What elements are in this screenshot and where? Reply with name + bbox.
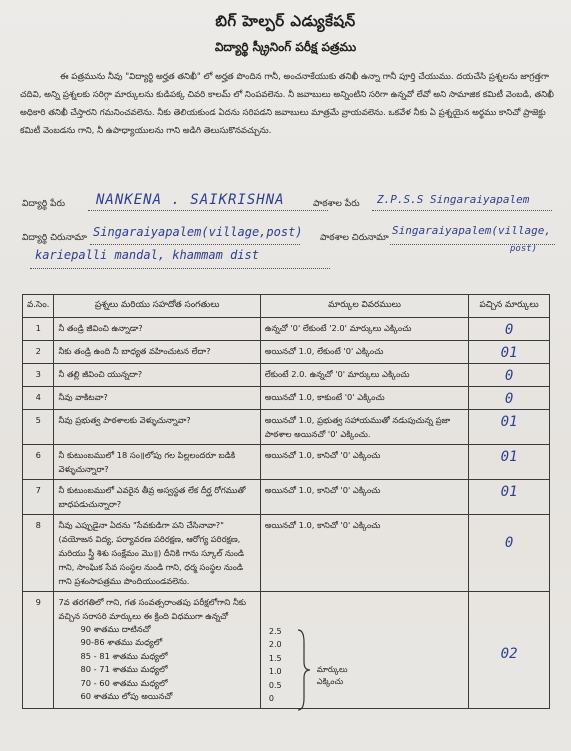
row-marks-rule: లేకుంటే 2.0. ఉన్నచో '0' మార్కులు ఎక్కించు <box>260 364 468 387</box>
mark-scale <box>269 625 295 705</box>
row-score: 0 <box>504 368 514 384</box>
row-number: 8 <box>23 515 54 592</box>
row-number: 4 <box>23 387 54 410</box>
school-name-label: పాఠశాల పేరు <box>313 199 360 209</box>
table-row <box>23 318 550 341</box>
row-question: నీవు వాకిటవా? <box>54 387 260 410</box>
table-row <box>23 480 550 515</box>
mark-scale-label-line1: మార్కులు <box>316 665 348 674</box>
row-score-cell[interactable] <box>469 387 550 410</box>
mark-scale-label <box>317 664 348 688</box>
grade-range-item: 90-86 శాతము మధ్యలో <box>80 637 163 648</box>
student-name-line <box>88 210 328 211</box>
grade-range-item: 85 - 81 శాతము మధ్యలో <box>80 650 168 661</box>
grade-ranges <box>58 623 255 703</box>
mark-scale-value: 1.0 <box>268 667 282 677</box>
table-row <box>23 445 550 480</box>
student-address-label: విద్యార్థి చిరునామా <box>22 233 87 243</box>
row-question: నీ కుటుంబములో 18 సం॥లోపు గల పిల్లలందరూ బడికి వెళ్ళుచున్నారా? <box>54 445 260 480</box>
row-score: 01 <box>500 449 518 465</box>
row-score: 02 <box>500 646 518 662</box>
row-marks-rule: అయినచో 1.0, కానిచో '0' ఎక్కించు <box>260 445 468 480</box>
row-question-text: 7వ తరగతిలో గాని, గత సంవత్సరాంతపు పరీక్షలోగాని నీకు వచ్చిన సరాసరి మార్కులు ఈ క్రింది విధముగా ఉన్నచో <box>58 597 246 621</box>
row-score: 0 <box>504 391 514 407</box>
mark-scale-value: 0 <box>268 694 274 704</box>
grade-range-item: 80 - 71 శాతము మధ్యలో <box>80 664 168 675</box>
col-header-no: వ.సెం. <box>23 295 54 318</box>
mark-scale-value: 1.5 <box>268 653 282 663</box>
table-header-row <box>23 295 550 318</box>
row-score-cell[interactable] <box>469 480 550 515</box>
col-header-marks-obtained: పచ్చిన మార్కులు <box>469 295 550 318</box>
mark-scale-value: 0.5 <box>268 680 282 690</box>
mark-scale-value: 2.0 <box>268 640 282 650</box>
row-score: 01 <box>500 414 518 430</box>
row-score-cell[interactable] <box>469 592 550 709</box>
mark-scale-label-line2: ఎక్కించు <box>316 677 344 686</box>
row-score-cell[interactable] <box>469 341 550 364</box>
row-score-cell[interactable] <box>469 318 550 341</box>
row-number: 7 <box>23 480 54 515</box>
school-address-value-1[interactable]: Singaraiyapalem(village, <box>392 224 551 237</box>
row-score-cell[interactable] <box>469 515 550 592</box>
row-question: నీవు ఎప్పుడైనా ఏదను "సేవకుడిగా పని చేసినావా?" (వయోజన విద్య, పర్యావరణ పరిరక్షణ, ఆరోగ్య పరిరక్షణ, మరియు స్త్రీ శిశు సంక్షేమం మొ॥) దీనికి గాను స్కూల్ నుండి గాని, సాంఘిక సేవ సంస్థల నుండి గాని, ధర్మ సంస్థల నుండి గాని ప్రశంసాపత్రము పొందియుండవలెను. <box>54 515 260 592</box>
student-address-line <box>90 244 300 245</box>
school-name-value[interactable]: Z.P.S.S Singaraiyapalem <box>377 193 530 206</box>
row-score: 01 <box>500 484 518 500</box>
row-score: 0 <box>504 322 514 338</box>
row-question: నీవు ప్రభుత్వ పాఠశాలకు వెళ్ళుచున్నావా? <box>54 410 260 445</box>
student-address-line-2 <box>30 268 330 269</box>
mark-scale-value: 2.5 <box>268 627 282 636</box>
school-name-line <box>372 210 552 211</box>
form-subtitle: విద్యార్థి స్క్రీనింగ్ పరీక్ష పత్రము <box>214 40 357 54</box>
row-question: నీ కుటుంబములో ఎవరైన తీవ్ర అస్వస్థత లేక దీర్ఘ రోగముతో బాధపడుచున్నారా? <box>54 480 260 515</box>
table-row <box>23 410 550 445</box>
row-question: నీ తండ్రి జీవించి ఉన్నాడా? <box>54 318 260 341</box>
curly-brace-icon <box>295 628 311 712</box>
row-marks-rule: అయినచో 1.0, కాకుంటే '0' ఎక్కించు <box>260 387 468 410</box>
row-marks-rule: అయినచో 1.0, కానిచో '0' ఎక్కించు <box>260 480 468 515</box>
screening-table <box>22 294 550 709</box>
school-address-label: పాఠశాల చిరునామా <box>320 233 389 243</box>
row-marks-rule: అయినచో 1.0, లేకుంటే '0' ఎక్కించు <box>260 341 468 364</box>
row-number: 2 <box>23 341 54 364</box>
row-number: 3 <box>23 364 54 387</box>
table-row <box>23 387 550 410</box>
row-score-cell[interactable] <box>469 364 550 387</box>
table-row <box>23 341 550 364</box>
row-score: 0 <box>504 535 514 551</box>
student-name-value[interactable]: NANKENA . SAIKRISHNA <box>96 192 285 208</box>
row-number: 9 <box>23 592 54 709</box>
table-row <box>23 592 550 709</box>
table-row <box>23 515 550 592</box>
form-title: బిగ్ హెల్పర్ ఎడ్యుకేషన్ <box>215 12 356 30</box>
row-number: 1 <box>23 318 54 341</box>
row-score-cell[interactable] <box>469 410 550 445</box>
grade-range-item: 60 శాతము లోపు అయినచో <box>80 691 173 702</box>
row-number: 6 <box>23 445 54 480</box>
school-address-value-2[interactable]: post) <box>510 244 538 254</box>
row-question: నీకు తండ్రి ఉంది నీ బాధ్యత వహించుటన లేదా? <box>54 341 260 364</box>
grade-range-item: 90 శాతము దాటినచో <box>80 624 151 634</box>
student-address-value-2[interactable]: kariepalli mandal, khammam dist <box>35 248 259 262</box>
table-row <box>23 364 550 387</box>
row-number: 5 <box>23 410 54 445</box>
row-marks-rule: అయినచో 1.0, కానిచో '0' ఎక్కించు <box>260 515 468 592</box>
row-score: 01 <box>500 345 518 361</box>
row-question <box>54 592 260 709</box>
student-address-value-1[interactable]: Singaraiyapalem(village,post) <box>93 225 303 239</box>
col-header-marks-details: మార్కుల వివరములు <box>260 295 468 318</box>
row-marks-rule: ఉన్నచో '0' లేకుంటే '2.0' మార్కులు ఎక్కించు <box>260 318 468 341</box>
row-marks-rule: అయినచో 1.0, ప్రభుత్వ సహాయముతో నడుపుచున్న ప్రజా పాఠశాల అయినచో '0' ఎక్కించు. <box>260 410 468 445</box>
row-marks-rule <box>260 592 468 709</box>
student-name-label: విద్యార్థి పేరు <box>22 199 65 209</box>
instructions-paragraph: ఈ పత్రమును నీవు "విద్యార్థి అర్హత తనిఖీ" లో అర్హత పొందిన గానీ, అంచనాకేయుకు తనిఖీ ఉన్నా గానీ పూర్తి చేయుము. దయచేసి ప్రశ్నలను జాగ్రత్తగా చదివి, అన్ని ప్రశ్నలకు సరిగ్గా మార్కులను కుడిపక్క చివరి కాలమ్ లో నింపవలెను. నీ జవాబులు అన్నింటిని సరిగా ఉన్నవో లేవో అని సామాజిక కమిటీ వెంబడి, తనిఖీ అధికారి తనిఖీ చేస్తారని గమనించవలెను. నీకు తెలియకుండ ఏదను సరిపడని జవాబులు మాత్రమే వ్రాయవలెను. ఒకవేళ నీకు ఏ ప్రశ్నయైన అర్థము కానిచో ప్రాజెక్టు కమిటీ వెంబడను గాని, నీ ఉపాధ్యాయులను గాని అడిగి తెలుసుకొనవచ్చును. <box>20 72 554 136</box>
row-score-cell[interactable] <box>469 445 550 480</box>
col-header-questions: ప్రశ్నలు మరియు సహదోత సంగతులు <box>54 295 260 318</box>
row-question: నీ తల్లి జీవించి యున్నదా? <box>54 364 260 387</box>
grade-range-item: 70 - 60 శాతము మధ్యలో <box>80 677 168 688</box>
